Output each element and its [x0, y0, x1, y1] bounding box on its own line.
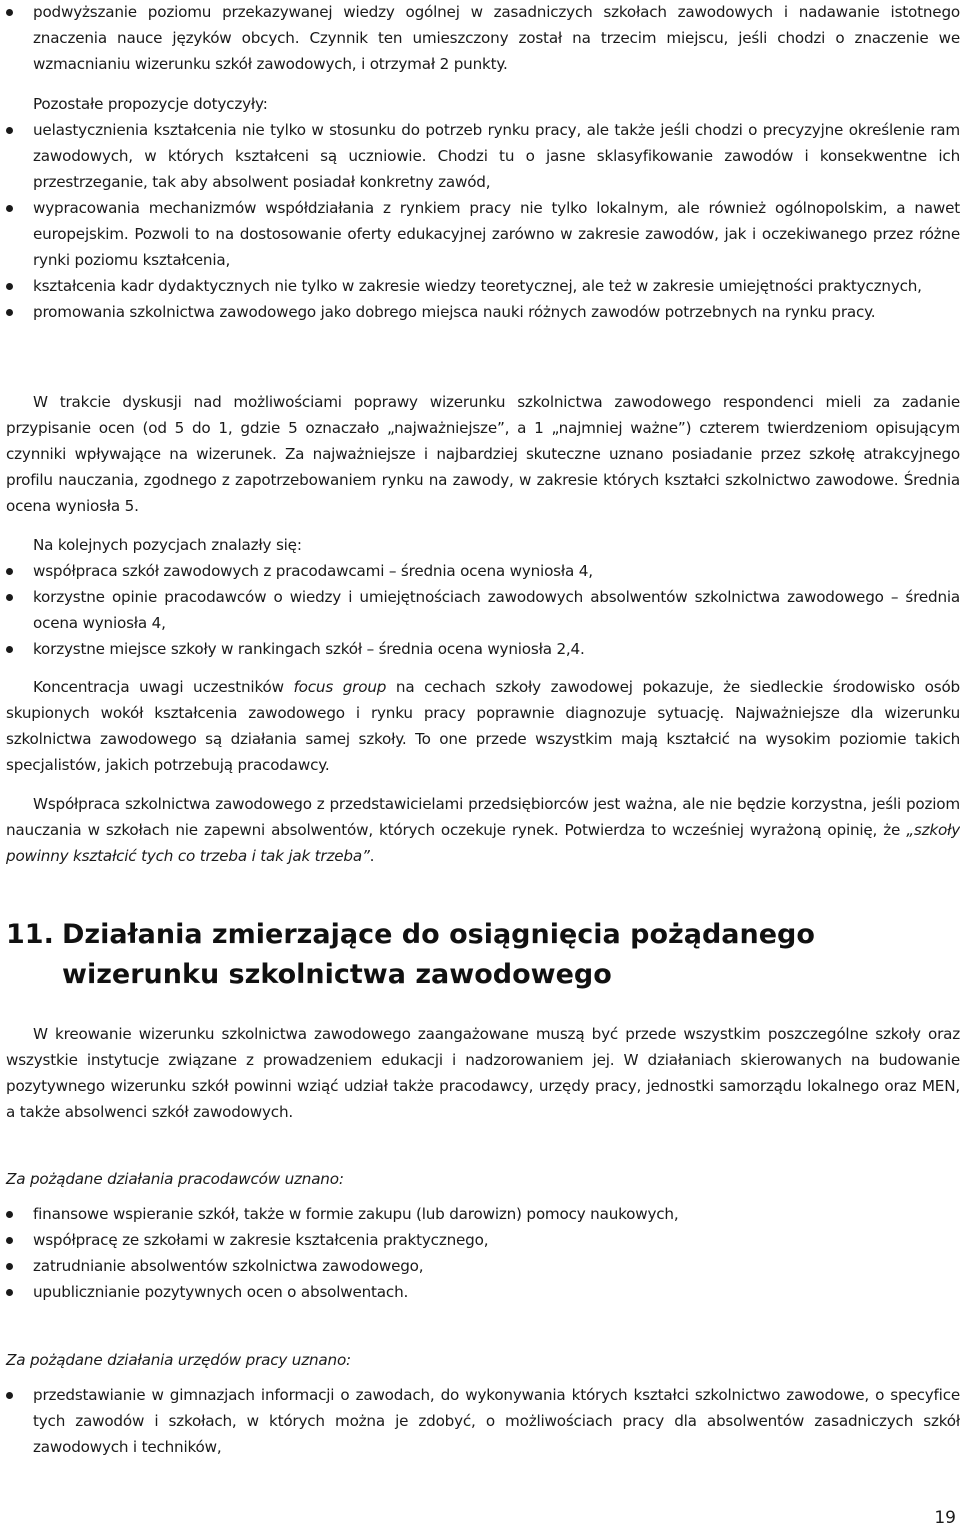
- labour-offices-list: [6, 1382, 960, 1460]
- page-number: 19: [934, 1508, 956, 1528]
- list-item: finansowe wspieranie szkół, także w formie zakupu (lub darowizn) pomocy naukowych,: [6, 1201, 960, 1227]
- focus-group-paragraph: Koncentracja uwagi uczestników focus group na cechach szkoły zawodowej pokazuje, że siedleckie środowisko osób skupionych wokół kształcenia zawodowego i rynku pracy poprawnie diagnozuje sytuację. Najważniejsze dla wizerunku szkolnictwa zawodowego są działania samej szkoły. To one przede wszystkim mają kształcić na wysokim poziomie takich specjalistów, jakich potrzebują pracodawcy.: [6, 678, 960, 774]
- section-heading: [6, 915, 946, 995]
- proposals-list: [6, 117, 960, 325]
- section-number: 11.: [6, 919, 54, 950]
- bullet-icon: [6, 594, 13, 601]
- bullet-icon: [6, 205, 13, 212]
- bullet-icon: [6, 646, 13, 653]
- list-item: współpracę ze szkołami w zakresie kształcenia praktycznego,: [6, 1227, 960, 1253]
- bullet-icon: [6, 1211, 13, 1218]
- discussion-paragraph: W trakcie dyskusji nad możliwościami poprawy wizerunku szkolnictwa zawodowego respondenci mieli za zadanie przypisanie ocen (od 5 do 1, gdzie 5 oznaczało „najważniejsze”, a 1 „najmniej ważne”) czterem twierdzeniom opisującym czynniki wpływające na wizerunek. Za najważniejsze i najbardziej skuteczne uznano posiadanie przez szkołę atrakcyjnego profilu nauczania, zgodnego z zapotrzebowaniem rynku na zawody, w zakresie których kształci szkolnictwo zawodowe. Średnia ocena wyniosła 5.: [6, 393, 960, 515]
- top-bullet-list: [6, 0, 960, 77]
- intro-paragraph: W kreowanie wizerunku szkolnictwa zawodowego zaangażowane muszą być przede wszystkim poszczególne szkoły oraz wszystkie instytucje związane z prowadzeniem edukacji i nadzorowaniem jej. W działaniach skierowanych na budowanie pozytywnego wizerunku szkół powinni wziąć udział także pracodawcy, urzędy pracy, jednostki samorządu lokalnego oraz MEN, a także absolwenci szkół zawodowych.: [6, 1025, 960, 1121]
- list-item: promowania szkolnictwa zawodowego jako dobrego miejsca nauki różnych zawodów potrzebnych na rynku pracy.: [6, 299, 960, 325]
- cooperation-paragraph: Współpraca szkolnictwa zawodowego z przedstawicielami przedsiębiorców jest ważna, ale nie będzie korzystna, jeśli poziom nauczania w szkołach nie zapewni absolwentów, których oczekuje rynek. Potwierdza to wcześniej wyrażoną opinię, że „szkoły powinny kształcić tych co trzeba i tak jak trzeba”.: [6, 795, 960, 865]
- proposals-lead: Pozostałe propozycje dotyczyły:: [33, 95, 268, 113]
- bullet-icon: [6, 9, 13, 16]
- list-item: współpraca szkół zawodowych z pracodawcami – średnia ocena wyniosła 4,: [6, 558, 960, 584]
- next-positions-list: [6, 558, 960, 662]
- bullet-icon: [6, 283, 13, 290]
- list-item: przedstawianie w gimnazjach informacji o zawodach, do wykonywania których kształci szkolnictwo zawodowe, o specyfice tych zawodów i szkołach, w których można je zdobyć, o możliwościach pracy dla absolwentów zasadniczych szkół zawodowych i techników,: [6, 1382, 960, 1460]
- bullet-icon: [6, 309, 13, 316]
- employers-list: [6, 1201, 960, 1305]
- list-item: uelastycznienia kształcenia nie tylko w stosunku do potrzeb rynku pracy, ale także jeśli chodzi o precyzyjne określenie ram zawodowych, w których kształceni są uczniowie. Chodzi tu o jasne sklasyfikowanie zawodów i konsekwentne ich przestrzeganie, tak aby absolwent posiadał konkretny zawód,: [6, 117, 960, 195]
- bullet-icon: [6, 1263, 13, 1270]
- bullet-icon: [6, 1289, 13, 1296]
- employers-heading: Za pożądane działania pracodawców uznano:: [6, 1170, 344, 1188]
- bullet-icon: [6, 127, 13, 134]
- list-item: kształcenia kadr dydaktycznych nie tylko w zakresie wiedzy teoretycznej, ale też w zakresie umiejętności praktycznych,: [6, 273, 960, 299]
- bullet-icon: [6, 1237, 13, 1244]
- list-item: podwyższanie poziomu przekazywanej wiedzy ogólnej w zasadniczych szkołach zawodowych i nadawanie istotnego znaczenia nauce języków obcych. Czynnik ten umieszczony został na trzecim miejscu, jeśli chodzi o znaczenie we wzmacnianiu wizerunku szkół zawodowych, i otrzymał 2 punkty.: [6, 0, 960, 77]
- list-item: korzystne miejsce szkoły w rankingach szkół – średnia ocena wyniosła 2,4.: [6, 636, 960, 662]
- bullet-icon: [6, 1392, 13, 1399]
- next-positions-lead: Na kolejnych pozycjach znalazły się:: [33, 536, 302, 554]
- section-title: Działania zmierzające do osiągnięcia pożądanego wizerunku szkolnictwa zawodowego: [62, 919, 815, 990]
- list-item: upublicznianie pozytywnych ocen o absolwentach.: [6, 1279, 960, 1305]
- list-item: korzystne opinie pracodawców o wiedzy i umiejętnościach zawodowych absolwentów szkolnictwa zawodowego – średnia ocena wyniosła 4,: [6, 584, 960, 636]
- labour-offices-heading: Za pożądane działania urzędów pracy uznano:: [6, 1351, 351, 1369]
- list-item: wypracowania mechanizmów współdziałania z rynkiem pracy nie tylko lokalnym, ale również ogólnopolskim, a nawet europejskim. Pozwoli to na dostosowanie oferty edukacyjnej zarówno w zakresie zawodów, jak i oczekiwanego przez różne rynki poziomu kształcenia,: [6, 195, 960, 273]
- quote-text: „szkoły powinny kształcić tych co trzeba i tak jak trzeba”: [6, 821, 960, 865]
- emphasis-text: focus group: [293, 678, 387, 696]
- bullet-icon: [6, 568, 13, 575]
- list-item: zatrudnianie absolwentów szkolnictwa zawodowego,: [6, 1253, 960, 1279]
